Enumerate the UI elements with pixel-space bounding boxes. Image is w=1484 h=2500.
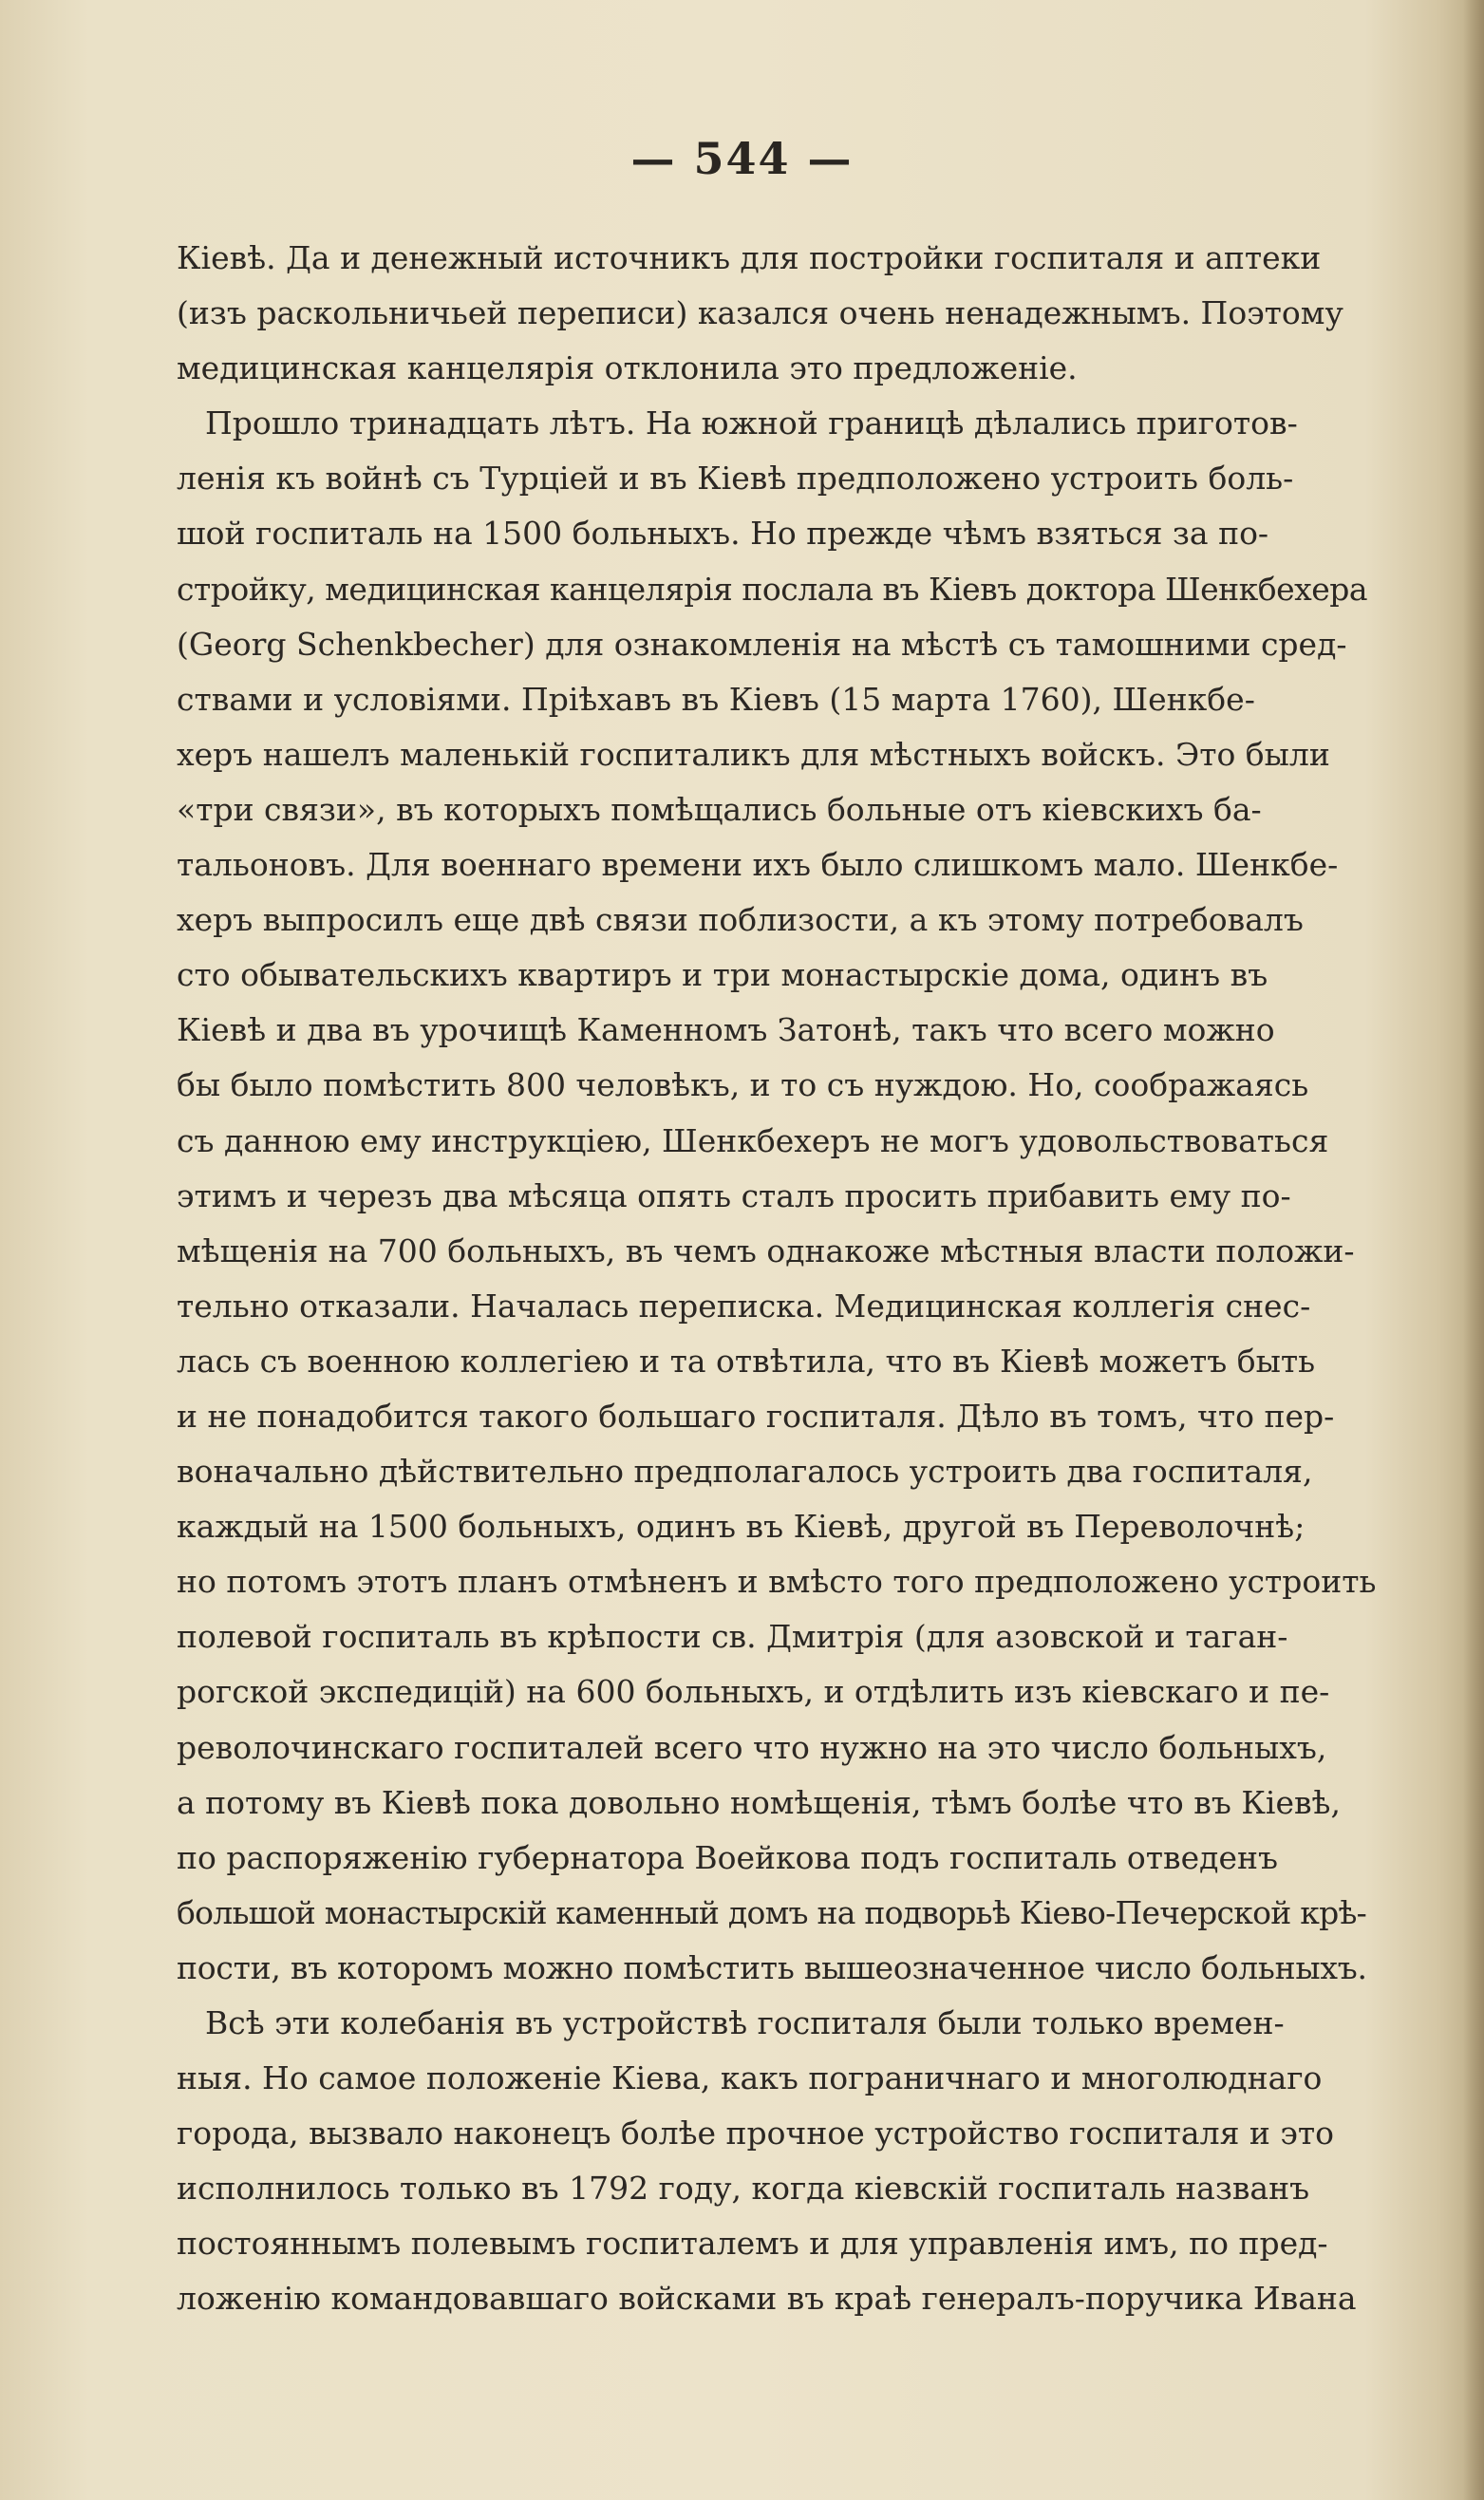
text-line: по распоряженію губернатора Воейкова подъ госпиталь отведенъ bbox=[177, 1838, 1278, 1876]
text-line: ложенію командовавшаго войсками въ краѣ генералъ-поручика Ивана bbox=[177, 2280, 1357, 2318]
text-line: но потомъ этотъ планъ отмѣненъ и вмѣсто того предположено устроить bbox=[177, 1563, 1377, 1601]
text-line: а потому въ Кіевѣ пока довольно номѣщенія, тѣмъ болѣе что въ Кіевѣ, bbox=[177, 1783, 1341, 1821]
text-line: револочинскаго госпиталей всего что нужно на это число больныхъ, bbox=[177, 1728, 1327, 1766]
page-number: — 544 — bbox=[630, 133, 854, 184]
text-line: этимъ и черезъ два мѣсяца опять сталъ просить прибавить ему по- bbox=[177, 1176, 1291, 1214]
text-line: бы было помѣстить 800 человѣкъ, и то съ нуждою. Но, соображаясь bbox=[177, 1066, 1309, 1104]
text-line: тельно отказали. Началась переписка. Медицинская коллегія снес- bbox=[177, 1287, 1311, 1325]
text-line: Кіевѣ и два въ урочищѣ Каменномъ Затонѣ, такъ что всего можно bbox=[177, 1011, 1275, 1049]
paragraph-start-line: Прошло тринадцать лѣтъ. На южной границѣ дѣлались приготов- bbox=[205, 404, 1298, 442]
page-edge-shadow bbox=[1463, 0, 1484, 2500]
text-line: лась съ военною коллегіею и та отвѣтила, что въ Кіевѣ можетъ быть bbox=[177, 1342, 1316, 1380]
text-line: исполнилось только въ 1792 году, когда кіевскій госпиталь названъ bbox=[177, 2170, 1310, 2208]
text-line: «три связи», въ которыхъ помѣщались больные отъ кіевскихъ ба- bbox=[177, 790, 1262, 828]
text-line: тальоновъ. Для военнаго времени ихъ было слишкомъ мало. Шенкбе- bbox=[177, 846, 1339, 884]
text-line: шой госпиталь на 1500 больныхъ. Но прежде чѣмъ взяться за по- bbox=[177, 515, 1269, 553]
text-line: Кіевѣ. Да и денежный источникъ для постройки госпиталя и аптеки bbox=[177, 239, 1322, 276]
text-line: рогской экспедицій) на 600 больныхъ, и отдѣлить изъ кіевскаго и пе- bbox=[177, 1673, 1330, 1711]
text-line: (изъ раскольничьей переписи) казался очень ненадежнымъ. Поэтому bbox=[177, 294, 1343, 332]
text-line: херъ выпросилъ еще двѣ связи поблизости, а къ этому потребовалъ bbox=[177, 901, 1304, 939]
text-line: сто обывательскихъ квартиръ и три монастырскіе дома, одинъ въ bbox=[177, 956, 1268, 994]
text-line: города, вызвало наконецъ болѣе прочное устройство госпиталя и это bbox=[177, 2115, 1334, 2152]
paragraph-start-line: Всѣ эти колебанія въ устройствѣ госпиталя были только времен- bbox=[205, 2004, 1285, 2041]
text-line: (Georg Schenkbecher) для ознакомленія на мѣстѣ съ тамошними сред- bbox=[177, 625, 1347, 663]
body-text bbox=[177, 231, 1381, 2327]
text-line: мѣщенія на 700 больныхъ, въ чемъ однакоже мѣстныя власти положи- bbox=[177, 1231, 1355, 1269]
text-line: херъ нашелъ маленькій госпиталикъ для мѣстныхъ войскъ. Это были bbox=[177, 735, 1330, 773]
text-line: постояннымъ полевымъ госпиталемъ и для управленія имъ, по пред- bbox=[177, 2225, 1328, 2263]
text-line: и не понадобится такого большаго госпиталя. Дѣло въ томъ, что пер- bbox=[177, 1397, 1335, 1435]
text-line: воначально дѣйствительно предполагалось устроить два госпиталя, bbox=[177, 1453, 1313, 1491]
text-line: ныя. Но самое положеніе Кіева, какъ пограничнаго и многолюднаго bbox=[177, 2059, 1323, 2097]
text-line: ствами и условіями. Пріѣхавъ въ Кіевъ (15 марта 1760), Шенкбе- bbox=[177, 680, 1255, 718]
text-line: пости, въ которомъ можно помѣстить вышеозначенное число больныхъ. bbox=[177, 1948, 1367, 1986]
text-line: съ данною ему инструкціею, Шенкбехеръ не могъ удовольствоваться bbox=[177, 1121, 1329, 1159]
text-line: ленія къ войнѣ съ Турціей и въ Кіевѣ предположено устроить боль- bbox=[177, 460, 1294, 498]
text-line: каждый на 1500 больныхъ, одинъ въ Кіевѣ, другой въ Переволочнѣ; bbox=[177, 1508, 1306, 1546]
text-line: стройку, медицинская канцелярія послала въ Кіевъ доктора Шенкбехера bbox=[177, 570, 1368, 608]
text-line: медицинская канцелярія отклонила это предложеніе. bbox=[177, 349, 1078, 387]
text-line: полевой госпиталь въ крѣпости св. Дмитрія (для азовской и таган- bbox=[177, 1618, 1288, 1656]
text-line: большой монастырскій каменный домъ на подворьѣ Кіево-Печерской крѣ- bbox=[177, 1893, 1367, 1931]
